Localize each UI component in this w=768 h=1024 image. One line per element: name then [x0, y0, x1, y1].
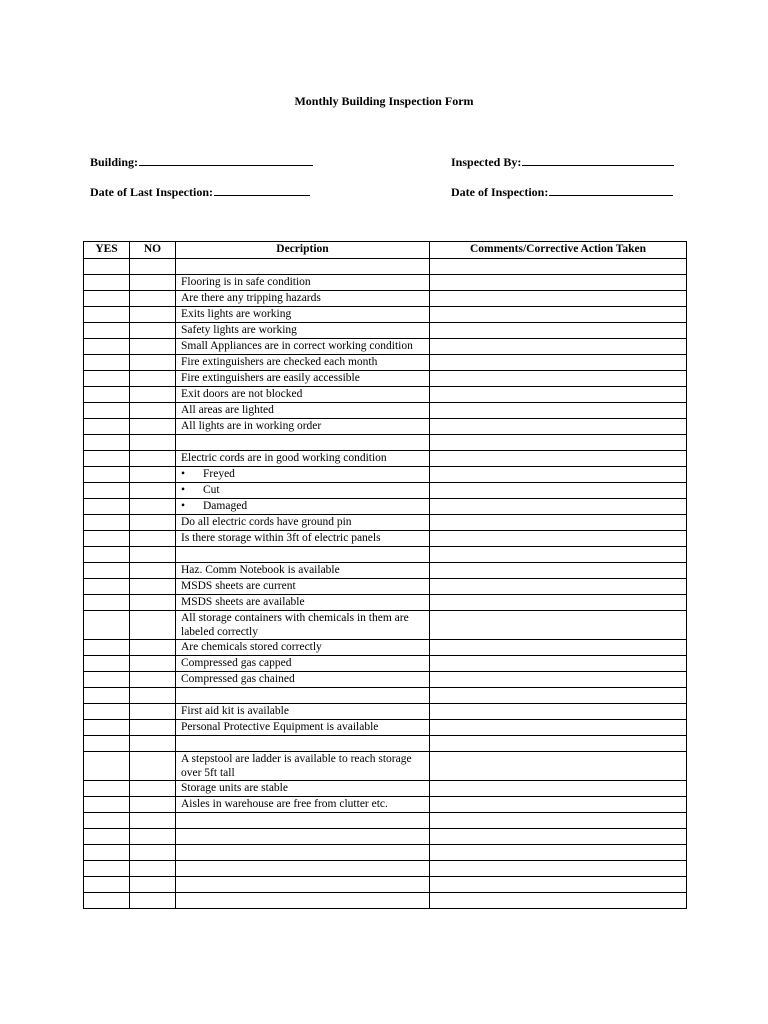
yes-cell[interactable]	[84, 656, 130, 672]
table-row	[84, 656, 687, 672]
no-cell[interactable]	[130, 797, 176, 813]
description-text: Aisles in warehouse are free from clutter etc.	[181, 798, 388, 810]
yes-cell[interactable]	[84, 547, 130, 563]
comments-cell[interactable]	[430, 845, 687, 861]
inspection-date-line[interactable]	[549, 184, 673, 196]
yes-cell[interactable]	[84, 355, 130, 371]
yes-cell[interactable]	[84, 736, 130, 752]
table-row	[84, 259, 687, 275]
yes-cell[interactable]	[84, 720, 130, 736]
no-cell[interactable]	[130, 483, 176, 499]
no-cell[interactable]	[130, 275, 176, 291]
building-line[interactable]	[139, 154, 313, 166]
table-row	[84, 845, 687, 861]
description-text: Flooring is in safe condition	[181, 276, 311, 288]
no-cell[interactable]	[130, 579, 176, 595]
description-cell	[176, 371, 430, 387]
description-text: Compressed gas chained	[181, 673, 295, 685]
description-cell	[176, 611, 430, 640]
no-cell[interactable]	[130, 531, 176, 547]
table-row	[84, 499, 687, 515]
description-text: Fire extinguishers are easily accessible	[181, 372, 360, 384]
yes-cell[interactable]	[84, 595, 130, 611]
yes-cell[interactable]	[84, 861, 130, 877]
yes-cell[interactable]	[84, 387, 130, 403]
description-text: Freyed	[203, 468, 235, 480]
yes-cell[interactable]	[84, 845, 130, 861]
description-text: All areas are lighted	[181, 404, 274, 416]
description-text: Is there storage within 3ft of electric panels	[181, 532, 381, 544]
yes-cell[interactable]	[84, 403, 130, 419]
table-row	[84, 813, 687, 829]
comments-header: Comments/Corrective Action Taken	[430, 242, 687, 259]
table-row	[84, 371, 687, 387]
table-row	[84, 893, 687, 909]
no-cell[interactable]	[130, 499, 176, 515]
comments-cell[interactable]	[430, 781, 687, 797]
comments-cell[interactable]	[430, 752, 687, 781]
no-cell[interactable]	[130, 877, 176, 893]
table-row	[84, 339, 687, 355]
description-cell	[176, 483, 430, 499]
description-cell	[176, 547, 430, 563]
no-cell[interactable]	[130, 595, 176, 611]
table-row	[84, 829, 687, 845]
table-row	[84, 781, 687, 797]
description-text: Personal Protective Equipment is available	[181, 721, 379, 733]
description-cell	[176, 752, 430, 781]
no-cell[interactable]	[130, 656, 176, 672]
table-row	[84, 547, 687, 563]
table-row	[84, 355, 687, 371]
table-row	[84, 752, 687, 781]
comments-cell[interactable]	[430, 611, 687, 640]
description-cell	[176, 704, 430, 720]
description-text: Small Appliances are in correct working condition	[181, 340, 413, 352]
comments-cell[interactable]	[430, 861, 687, 877]
inspected-by-field[interactable]	[451, 154, 674, 170]
no-cell[interactable]	[130, 387, 176, 403]
no-cell[interactable]	[130, 355, 176, 371]
comments-cell[interactable]	[430, 403, 687, 419]
table-row	[84, 307, 687, 323]
table-row	[84, 483, 687, 499]
description-text: Compressed gas capped	[181, 657, 292, 669]
no-cell[interactable]	[130, 752, 176, 781]
building-label: Building:	[90, 155, 139, 169]
yes-cell[interactable]	[84, 451, 130, 467]
comments-cell[interactable]	[430, 595, 687, 611]
description-text: Exits lights are working	[181, 308, 292, 320]
description-cell	[176, 419, 430, 435]
table-row	[84, 563, 687, 579]
comments-cell[interactable]	[430, 736, 687, 752]
yes-cell[interactable]	[84, 483, 130, 499]
yes-cell[interactable]	[84, 371, 130, 387]
no-cell[interactable]	[130, 688, 176, 704]
description-cell	[176, 656, 430, 672]
yes-cell[interactable]	[84, 829, 130, 845]
yes-cell[interactable]	[84, 419, 130, 435]
no-cell[interactable]	[130, 736, 176, 752]
yes-cell[interactable]	[84, 579, 130, 595]
no-cell[interactable]	[130, 563, 176, 579]
yes-cell[interactable]	[84, 813, 130, 829]
no-cell[interactable]	[130, 371, 176, 387]
yes-cell[interactable]	[84, 515, 130, 531]
comments-cell[interactable]	[430, 672, 687, 688]
no-cell[interactable]	[130, 672, 176, 688]
comments-cell[interactable]	[430, 307, 687, 323]
description-cell	[176, 531, 430, 547]
yes-cell[interactable]	[84, 307, 130, 323]
bullet-icon: •	[181, 468, 186, 480]
yes-cell[interactable]	[84, 752, 130, 781]
description-text: Damaged	[203, 500, 248, 512]
no-cell[interactable]	[130, 781, 176, 797]
yes-cell[interactable]	[84, 704, 130, 720]
inspected-by-line[interactable]	[522, 154, 674, 166]
bullet-icon: •	[181, 500, 186, 512]
table-row	[84, 797, 687, 813]
description-text: Electric cords are in good working condition	[181, 452, 387, 464]
description-cell	[176, 387, 430, 403]
no-cell[interactable]	[130, 451, 176, 467]
table-row	[84, 275, 687, 291]
comments-cell[interactable]	[430, 640, 687, 656]
comments-cell[interactable]	[430, 829, 687, 845]
yes-cell[interactable]	[84, 688, 130, 704]
description-cell	[176, 877, 430, 893]
comments-cell[interactable]	[430, 688, 687, 704]
description-text: Safety lights are working	[181, 324, 297, 336]
table-row	[84, 688, 687, 704]
yes-cell[interactable]	[84, 339, 130, 355]
comments-cell[interactable]	[430, 531, 687, 547]
description-cell	[176, 893, 430, 909]
yes-cell[interactable]	[84, 640, 130, 656]
yes-cell[interactable]	[84, 259, 130, 275]
no-cell[interactable]	[130, 339, 176, 355]
description-cell	[176, 403, 430, 419]
description-cell	[176, 813, 430, 829]
comments-cell[interactable]	[430, 355, 687, 371]
table-row	[84, 515, 687, 531]
description-cell	[176, 672, 430, 688]
table-row	[84, 861, 687, 877]
table-header-row	[84, 242, 687, 259]
description-cell	[176, 736, 430, 752]
yes-cell[interactable]	[84, 877, 130, 893]
yes-cell[interactable]	[84, 611, 130, 640]
table-row	[84, 611, 687, 640]
comments-cell[interactable]	[430, 451, 687, 467]
description-cell	[176, 595, 430, 611]
comments-cell[interactable]	[430, 563, 687, 579]
yes-cell[interactable]	[84, 531, 130, 547]
comments-cell[interactable]	[430, 371, 687, 387]
description-cell	[176, 275, 430, 291]
description-cell	[176, 307, 430, 323]
yes-cell[interactable]	[84, 563, 130, 579]
comments-cell[interactable]	[430, 291, 687, 307]
description-cell	[176, 515, 430, 531]
description-text: Cut	[203, 484, 220, 496]
no-cell[interactable]	[130, 611, 176, 640]
last-inspection-label: Date of Last Inspection:	[90, 185, 213, 199]
comments-cell[interactable]	[430, 813, 687, 829]
description-cell	[176, 829, 430, 845]
no-cell[interactable]	[130, 403, 176, 419]
description-text: A stepstool are ladder is available to reach storage over 5ft tall	[181, 753, 412, 779]
yes-cell[interactable]	[84, 499, 130, 515]
description-text: Haz. Comm Notebook is available	[181, 564, 340, 576]
description-cell	[176, 259, 430, 275]
description-cell	[176, 355, 430, 371]
no-cell[interactable]	[130, 720, 176, 736]
comments-cell[interactable]	[430, 797, 687, 813]
description-cell	[176, 845, 430, 861]
yes-cell[interactable]	[84, 797, 130, 813]
description-text: MSDS sheets are available	[181, 596, 305, 608]
table-row	[84, 387, 687, 403]
description-cell	[176, 451, 430, 467]
comments-cell[interactable]	[430, 704, 687, 720]
yes-cell[interactable]	[84, 291, 130, 307]
comments-cell[interactable]	[430, 339, 687, 355]
no-cell[interactable]	[130, 893, 176, 909]
yes-cell[interactable]	[84, 781, 130, 797]
yes-cell[interactable]	[84, 893, 130, 909]
description-cell	[176, 291, 430, 307]
comments-cell[interactable]	[430, 483, 687, 499]
comments-cell[interactable]	[430, 419, 687, 435]
no-cell[interactable]	[130, 861, 176, 877]
bullet-icon: •	[181, 484, 186, 496]
table-row	[84, 704, 687, 720]
description-cell	[176, 861, 430, 877]
yes-cell[interactable]	[84, 275, 130, 291]
description-cell	[176, 435, 430, 451]
description-cell	[176, 640, 430, 656]
inspected-by-label: Inspected By:	[451, 155, 522, 169]
description-cell	[176, 797, 430, 813]
comments-cell[interactable]	[430, 323, 687, 339]
comments-cell[interactable]	[430, 275, 687, 291]
no-cell[interactable]	[130, 547, 176, 563]
description-text: MSDS sheets are current	[181, 580, 296, 592]
table-row	[84, 720, 687, 736]
comments-cell[interactable]	[430, 499, 687, 515]
description-text: Storage units are stable	[181, 782, 288, 794]
inspection-table	[83, 241, 687, 909]
description-cell	[176, 467, 430, 483]
yes-cell[interactable]	[84, 672, 130, 688]
form-title: Monthly Building Inspection Form	[294, 94, 474, 108]
no-header: NO	[130, 242, 176, 259]
comments-cell[interactable]	[430, 579, 687, 595]
table-row	[84, 736, 687, 752]
description-header: Decription	[176, 242, 430, 259]
table-row	[84, 435, 687, 451]
description-text: Are there any tripping hazards	[181, 292, 321, 304]
description-cell	[176, 339, 430, 355]
comments-cell[interactable]	[430, 467, 687, 483]
comments-cell[interactable]	[430, 893, 687, 909]
building-field[interactable]	[90, 154, 313, 170]
last-inspection-field[interactable]	[90, 184, 310, 200]
table-row	[84, 672, 687, 688]
description-cell	[176, 688, 430, 704]
table-row	[84, 323, 687, 339]
table-row	[84, 877, 687, 893]
description-cell	[176, 781, 430, 797]
description-cell	[176, 579, 430, 595]
table-row	[84, 291, 687, 307]
last-inspection-line[interactable]	[214, 184, 310, 196]
inspection-date-label: Date of Inspection:	[451, 185, 549, 199]
description-cell	[176, 720, 430, 736]
no-cell[interactable]	[130, 323, 176, 339]
yes-cell[interactable]	[84, 435, 130, 451]
description-text: Do all electric cords have ground pin	[181, 516, 352, 528]
no-cell[interactable]	[130, 845, 176, 861]
description-text: Are chemicals stored correctly	[181, 641, 322, 653]
no-cell[interactable]	[130, 435, 176, 451]
description-text: Exit doors are not blocked	[181, 388, 303, 400]
table-row	[84, 451, 687, 467]
no-cell[interactable]	[130, 515, 176, 531]
description-cell	[176, 499, 430, 515]
description-cell	[176, 323, 430, 339]
no-cell[interactable]	[130, 307, 176, 323]
table-row	[84, 419, 687, 435]
yes-cell[interactable]	[84, 467, 130, 483]
description-cell	[176, 563, 430, 579]
no-cell[interactable]	[130, 291, 176, 307]
description-text: First aid kit is available	[181, 705, 289, 717]
table-row	[84, 531, 687, 547]
no-cell[interactable]	[130, 640, 176, 656]
no-cell[interactable]	[130, 813, 176, 829]
table-row	[84, 467, 687, 483]
no-cell[interactable]	[130, 829, 176, 845]
table-row	[84, 579, 687, 595]
inspection-date-field[interactable]	[451, 184, 673, 200]
no-cell[interactable]	[130, 704, 176, 720]
description-text: All lights are in working order	[181, 420, 322, 432]
description-text: Fire extinguishers are checked each month	[181, 356, 378, 368]
no-cell[interactable]	[130, 259, 176, 275]
comments-cell[interactable]	[430, 720, 687, 736]
comments-cell[interactable]	[430, 515, 687, 531]
yes-header: YES	[84, 242, 130, 259]
comments-cell[interactable]	[430, 656, 687, 672]
no-cell[interactable]	[130, 419, 176, 435]
yes-cell[interactable]	[84, 323, 130, 339]
description-text: All storage containers with chemicals in them are labeled correctly	[181, 612, 409, 638]
comments-cell[interactable]	[430, 259, 687, 275]
comments-cell[interactable]	[430, 547, 687, 563]
table-row	[84, 403, 687, 419]
table-row	[84, 595, 687, 611]
comments-cell[interactable]	[430, 877, 687, 893]
no-cell[interactable]	[130, 467, 176, 483]
comments-cell[interactable]	[430, 387, 687, 403]
table-row	[84, 640, 687, 656]
table-body	[84, 259, 687, 909]
comments-cell[interactable]	[430, 435, 687, 451]
